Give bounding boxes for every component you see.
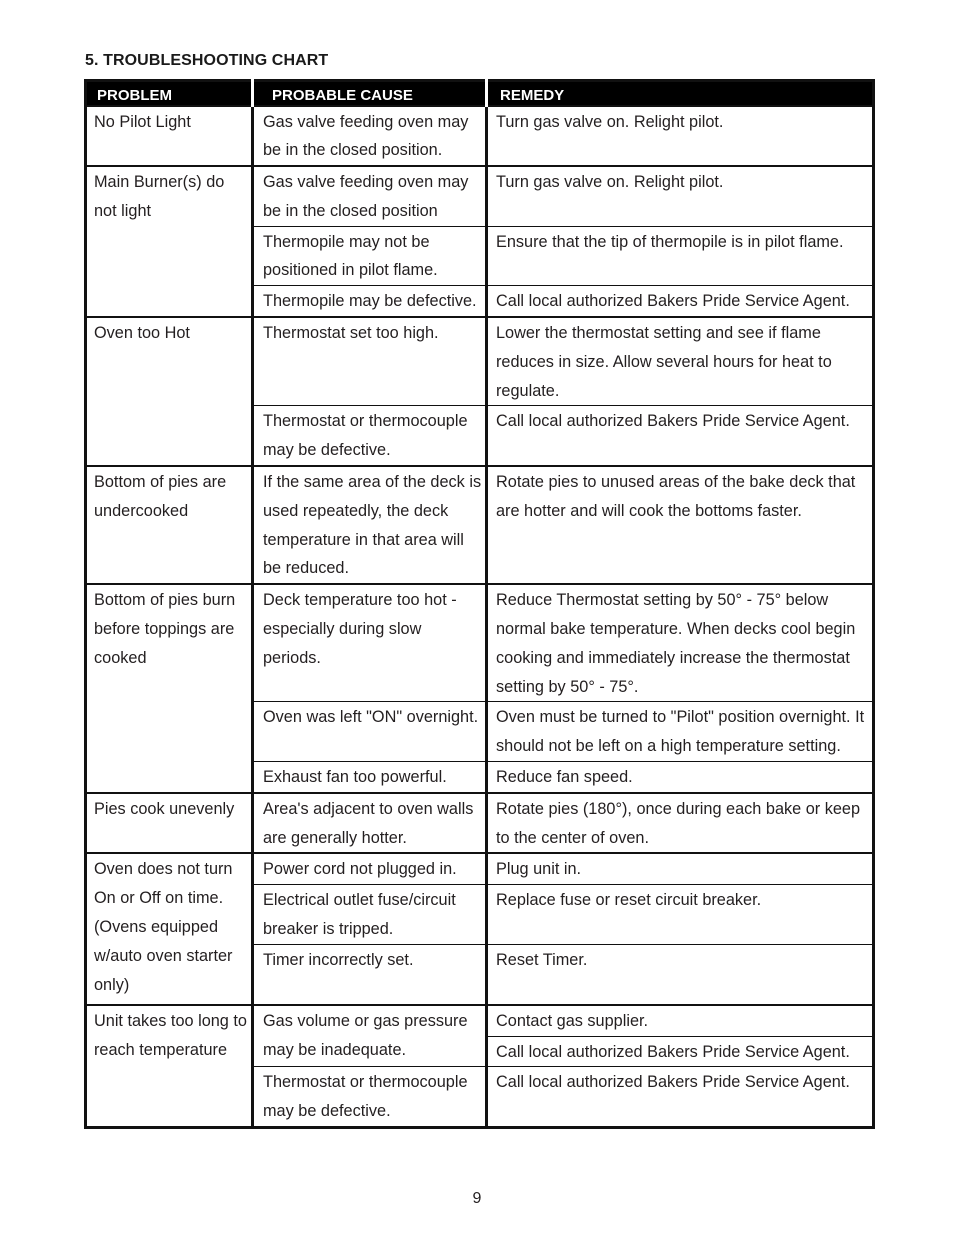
table-row xyxy=(86,106,874,167)
table-row xyxy=(86,166,874,226)
cause-cell: Thermostat or thermocouple may be defective. xyxy=(253,406,487,466)
cause-cell: Gas volume or gas pressure may be inadequate. xyxy=(253,1005,487,1067)
problem-cell: Pies cook unevenly xyxy=(86,793,253,854)
header-probable-cause: PROBABLE CAUSE xyxy=(253,81,487,106)
remedy-cell: Contact gas supplier. xyxy=(487,1005,874,1036)
problem-cell: Bottom of pies burn before toppings are cooked xyxy=(86,584,253,793)
cause-cell: Thermopile may be defective. xyxy=(253,286,487,317)
remedy-cell: Reset Timer. xyxy=(487,944,874,1005)
remedy-cell: Oven must be turned to "Pilot" position overnight. It should not be left on a high temperature setting. xyxy=(487,702,874,762)
remedy-cell: Turn gas valve on. Relight pilot. xyxy=(487,166,874,226)
problem-cell: No Pilot Light xyxy=(86,106,253,167)
page-number: 9 xyxy=(472,1190,482,1207)
remedy-cell: Replace fuse or reset circuit breaker. xyxy=(487,885,874,945)
cause-cell: Area's adjacent to oven walls are generally hotter. xyxy=(253,793,487,854)
cause-cell: If the same area of the deck is used repeatedly, the deck temperature in that area will be reduced. xyxy=(253,466,487,584)
cause-cell: Thermostat or thermocouple may be defective. xyxy=(253,1067,487,1128)
table-row xyxy=(86,793,874,854)
cause-cell: Gas valve feeding oven may be in the closed position xyxy=(253,166,487,226)
remedy-cell: Lower the thermostat setting and see if flame reduces in size. Allow several hours for heat to regulate. xyxy=(487,317,874,406)
remedy-cell: Call local authorized Bakers Pride Service Agent. xyxy=(487,286,874,317)
table-row xyxy=(86,466,874,584)
remedy-cell: Plug unit in. xyxy=(487,853,874,884)
header-remedy: REMEDY xyxy=(487,81,874,106)
problem-cell: Oven does not turn On or Off on time. (Ovens equipped w/auto oven starter only) xyxy=(86,853,253,1004)
remedy-cell: Reduce Thermostat setting by 50° - 75° below normal bake temperature. When decks cool begin cooking and immediately increase the thermostat setting by 50° - 75°. xyxy=(487,584,874,702)
cause-cell: Thermopile may not be positioned in pilot flame. xyxy=(253,226,487,286)
remedy-cell: Rotate pies to unused areas of the bake deck that are hotter and will cook the bottoms faster. xyxy=(487,466,874,584)
cause-cell: Thermostat set too high. xyxy=(253,317,487,406)
header-problem: PROBLEM xyxy=(86,81,253,106)
remedy-cell: Call local authorized Bakers Pride Service Agent. xyxy=(487,1036,874,1067)
table-row xyxy=(86,584,874,702)
cause-cell: Timer incorrectly set. xyxy=(253,944,487,1005)
remedy-cell: Call local authorized Bakers Pride Service Agent. xyxy=(487,1067,874,1128)
table-row xyxy=(86,317,874,406)
cause-cell: Exhaust fan too powerful. xyxy=(253,762,487,793)
cause-cell: Oven was left "ON" overnight. xyxy=(253,702,487,762)
remedy-cell: Rotate pies (180°), once during each bake or keep to the center of oven. xyxy=(487,793,874,854)
problem-cell: Bottom of pies are undercooked xyxy=(86,466,253,584)
cause-cell: Deck temperature too hot - especially during slow periods. xyxy=(253,584,487,702)
table-row xyxy=(86,1005,874,1036)
remedy-cell: Ensure that the tip of thermopile is in pilot flame. xyxy=(487,226,874,286)
problem-cell: Unit takes too long to reach temperature xyxy=(86,1005,253,1128)
remedy-cell: Reduce fan speed. xyxy=(487,762,874,793)
remedy-cell: Call local authorized Bakers Pride Service Agent. xyxy=(487,406,874,466)
table-row xyxy=(86,853,874,884)
cause-cell: Power cord not plugged in. xyxy=(253,853,487,884)
chart-title: 5. TROUBLESHOOTING CHART xyxy=(85,52,329,69)
problem-cell: Oven too Hot xyxy=(86,317,253,466)
table-header-row xyxy=(86,81,874,106)
cause-cell: Electrical outlet fuse/circuit breaker is tripped. xyxy=(253,885,487,945)
troubleshooting-table xyxy=(84,79,875,1129)
cause-cell: Gas valve feeding oven may be in the closed position. xyxy=(253,106,487,167)
remedy-cell: Turn gas valve on. Relight pilot. xyxy=(487,106,874,167)
problem-cell: Main Burner(s) do not light xyxy=(86,166,253,317)
